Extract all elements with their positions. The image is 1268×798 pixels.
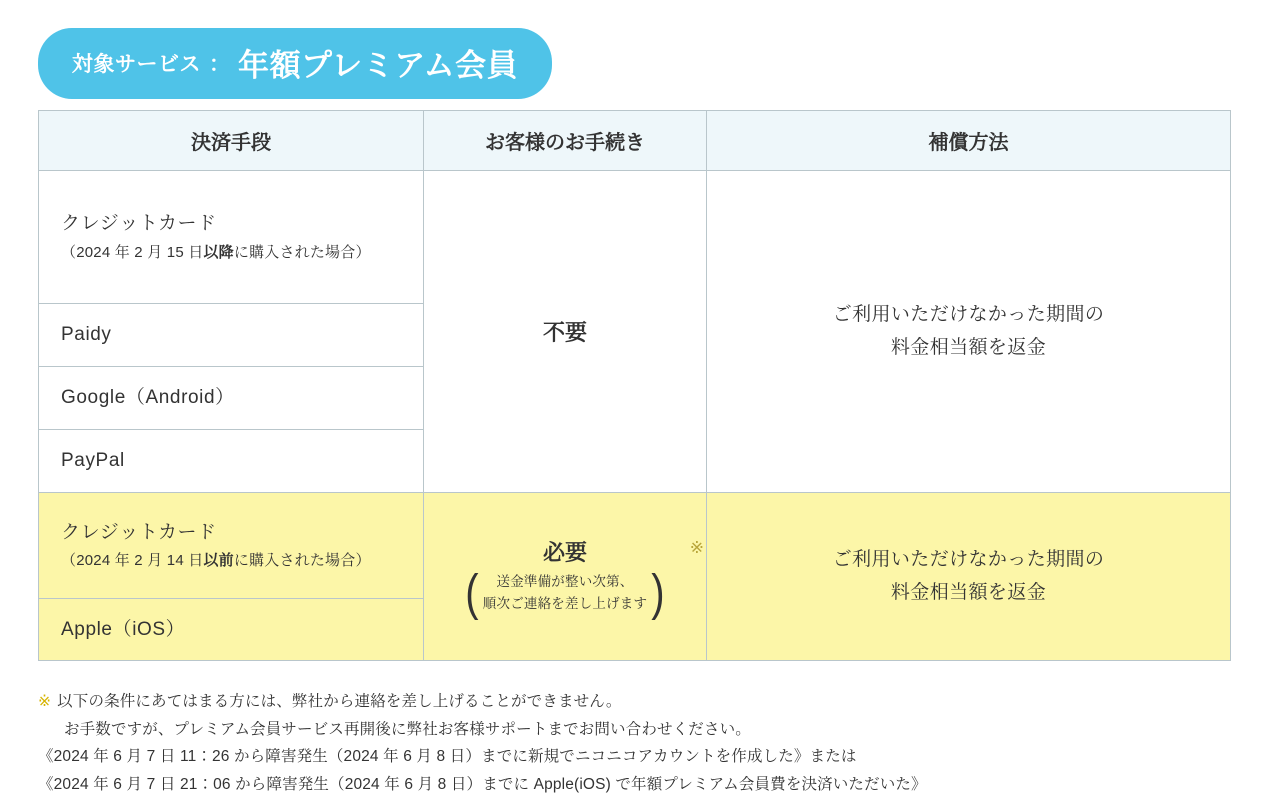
procedure-note-line-2: 順次ご連絡を差し上げます [482, 596, 648, 611]
table-row [39, 171, 1231, 304]
footnote-line-1-text: 以下の条件にあてはまる方には、弊社から連絡を差し上げることができません。 [57, 693, 622, 710]
procedure-note-line-1: 送金準備が整い次第、 [496, 574, 634, 590]
column-header-customer-procedure: お客様のお手続き [424, 111, 707, 171]
compensation-line-1: ご利用いただけなかった期間の [832, 549, 1105, 571]
payment-method-condition [61, 242, 401, 264]
procedure-required-label: 必要 [542, 540, 587, 566]
footnote-line-4: 《2024 年 6 月 7 日 21：06 から障害発生（2024 年 6 月 8 日）までに Apple(iOS) で年額プレミアム会員費を決済いただいた》 [38, 775, 927, 793]
procedure-required-label-wrap [430, 536, 704, 567]
compensation-cell-group1 [707, 171, 1231, 493]
footnote-line-2: お手数ですが、プレミアム会員サービス再開後に弊社お客様サポートまでお問い合わせください。 [64, 720, 751, 738]
left-paren-icon: ( [465, 565, 479, 621]
compensation-line-2: 料金相当額を返金 [890, 581, 1047, 603]
footnote-star-icon: ※ [38, 693, 52, 710]
condition-suffix: に購入された場合） [233, 243, 371, 261]
compensation-line-2: 料金相当額を返金 [890, 336, 1047, 358]
column-header-compensation-method: 補償方法 [707, 111, 1231, 171]
compensation-table [38, 110, 1231, 661]
payment-method-name: Paidy [61, 324, 112, 346]
condition-suffix: に購入された場合） [233, 552, 371, 570]
payment-method-cell [39, 304, 424, 367]
procedure-note [465, 565, 665, 621]
payment-method-cell [39, 493, 424, 599]
right-paren-icon: ) [651, 565, 665, 621]
compensation-cell-group2 [707, 493, 1231, 661]
payment-method-cell [39, 171, 424, 304]
target-service-value: 年額プレミアム会員 [238, 48, 519, 83]
condition-emphasis: 以降 [203, 243, 234, 261]
table-row [39, 493, 1231, 599]
target-service-label: 対象サービス [72, 52, 201, 76]
table-header-row [39, 111, 1231, 171]
target-service-banner [38, 28, 552, 99]
procedure-required-cell [424, 493, 707, 661]
condition-prefix: （2024 年 2 月 15 日 [61, 243, 204, 261]
payment-method-condition [61, 550, 401, 572]
payment-method-name: クレジットカード [61, 213, 217, 235]
condition-prefix: （2024 年 2 月 14 日 [61, 552, 204, 570]
compensation-line-1: ご利用いただけなかった期間の [832, 304, 1105, 326]
footnote-line-3: 《2024 年 6 月 7 日 11：26 から障害発生（2024 年 6 月 8 日）までに新規でニコニコアカウントを作成した》または [38, 748, 857, 766]
footnote-line-1 [38, 688, 1238, 716]
payment-method-name: Google（Android） [61, 387, 235, 409]
target-service-separator: ： [209, 52, 230, 76]
payment-method-name: クレジットカード [61, 521, 217, 543]
payment-method-cell [39, 599, 424, 661]
payment-method-cell [39, 367, 424, 430]
payment-method-name: PayPal [61, 450, 125, 472]
footnotes [38, 688, 1238, 798]
target-service-pill [38, 28, 552, 99]
payment-method-cell [39, 430, 424, 493]
footnote-marker-icon: ※ [689, 538, 704, 558]
condition-emphasis: 以前 [203, 552, 234, 570]
procedure-not-required-cell: 不要 [424, 171, 707, 493]
column-header-payment-method: 決済手段 [39, 111, 424, 171]
payment-method-name: Apple（iOS） [61, 618, 186, 640]
